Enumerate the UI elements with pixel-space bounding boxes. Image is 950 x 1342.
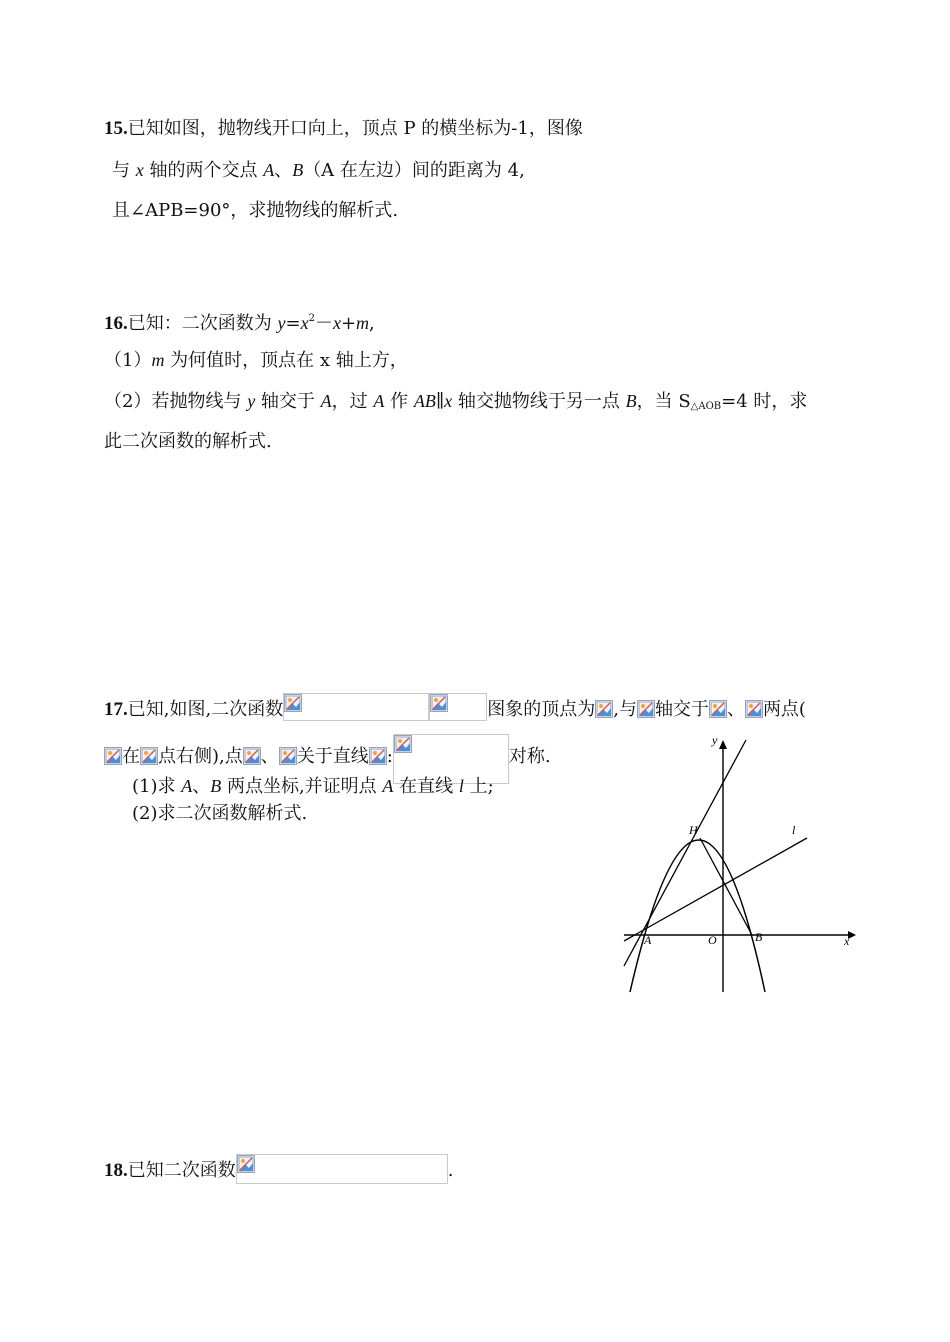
formula-box	[283, 693, 429, 721]
q15-line3: 且∠APB=90°，求抛物线的解析式.	[112, 200, 399, 221]
broken-image-icon	[284, 694, 302, 712]
q15-line2: 与 x 轴的两个交点 A、B（A 在左边）间的距离为 4,	[112, 160, 525, 181]
q16-part1: （1）m 为何值时，顶点在 x 轴上方，	[104, 350, 408, 371]
label-y: y	[712, 733, 718, 747]
q17-line1: 17.已知,如图,二次函数 图象的顶点为 ,与 轴交于 、 两点(	[104, 693, 806, 722]
q17-number: 17.	[104, 699, 128, 720]
q16-part2: （2）若抛物线与 y 轴交于 A，过 A 作 AB∥x 轴交抛物线于另一点 B，当 $S_{\triangle AOB}=4$ 时，求	[104, 391, 808, 412]
q16-line1: 16.已知：二次函数为 $y=x^2-x+m$,	[104, 313, 375, 334]
parabola	[630, 840, 765, 992]
q15-number: 15.	[104, 118, 128, 139]
broken-image-icon	[369, 747, 387, 765]
label-A: A	[644, 933, 652, 947]
q16-part2-cont: 此二次函数的解析式.	[104, 431, 272, 452]
label-O: O	[708, 933, 717, 947]
formula-box	[429, 693, 487, 721]
broken-image-icon	[279, 747, 297, 765]
label-H: H	[689, 823, 698, 837]
q17-parabola-figure	[620, 730, 860, 995]
y-axis-arrow	[719, 740, 727, 749]
broken-image-icon	[394, 735, 412, 753]
broken-image-icon	[595, 700, 613, 718]
broken-image-icon	[237, 1155, 255, 1173]
q17-line2: 在 点右侧),点 、 关于直线 : 对称.	[104, 734, 551, 784]
label-x: x	[844, 934, 850, 948]
segment-HB	[700, 838, 752, 935]
broken-image-icon	[243, 747, 261, 765]
broken-image-icon	[637, 700, 655, 718]
broken-image-icon	[140, 747, 158, 765]
q15-text: 已知如图，抛物线开口向上，顶点 P 的横坐标为-1，图像	[127, 118, 583, 139]
q17-sub2: (2)求二次函数解析式.	[132, 803, 308, 824]
formula-box	[236, 1154, 448, 1184]
broken-image-icon	[709, 700, 727, 718]
q18-line1: 18.已知二次函数 .	[104, 1154, 453, 1184]
broken-image-icon	[104, 747, 122, 765]
q15-line1	[104, 117, 583, 141]
q16-number: 16.	[104, 313, 128, 334]
label-B: B	[755, 930, 763, 944]
broken-image-icon	[430, 694, 448, 712]
line-l	[624, 838, 807, 941]
q17-sub1: (1)求 A、B 两点坐标,并证明点 A 在直线 l 上;	[132, 776, 494, 797]
broken-image-icon	[745, 700, 763, 718]
label-l: l	[792, 823, 796, 837]
line-AH	[624, 740, 746, 966]
q18-number: 18.	[104, 1160, 128, 1181]
